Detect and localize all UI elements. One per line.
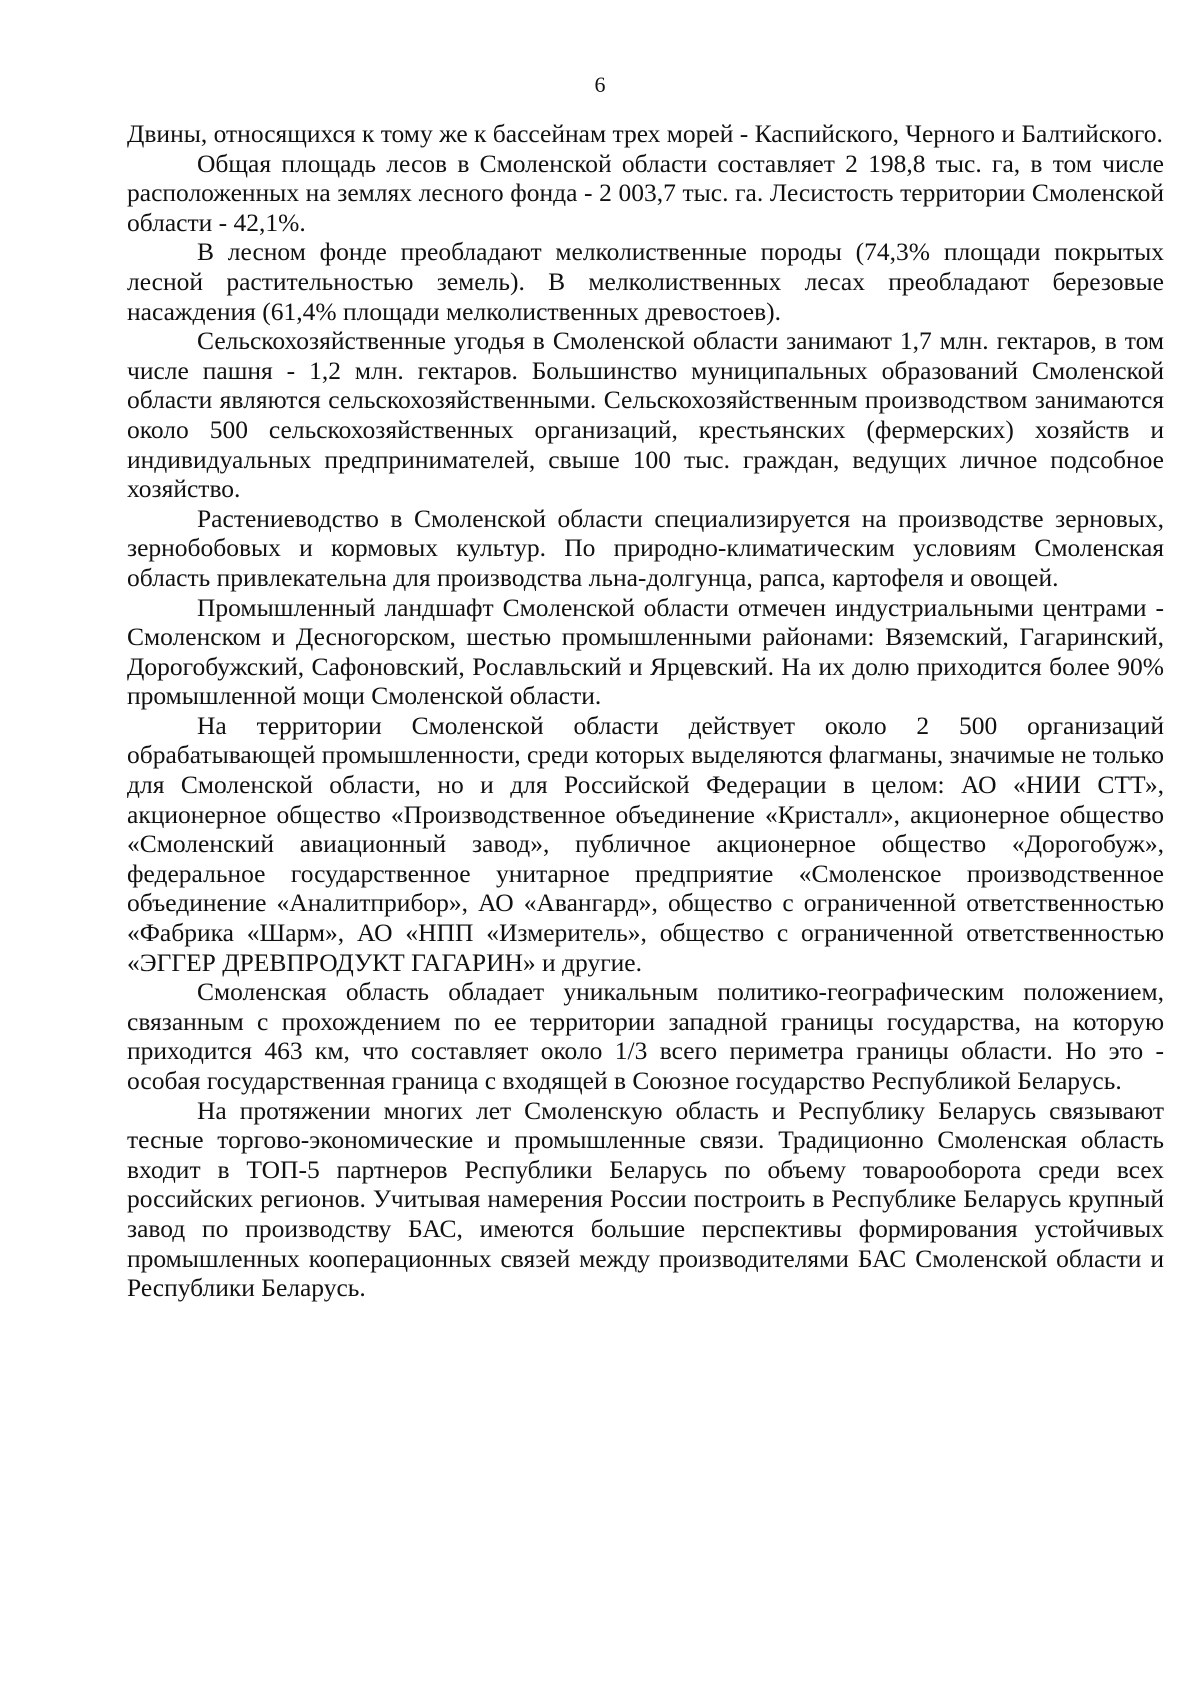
paragraph-industrial-landscape: Промышленный ландшафт Смоленской области отмечен индустриальными центрами - Смоленском и Десногорском, шестью промышленными районами: Вяземский, Гагаринский, Дорогобужский, Сафоновский, Рославльский и Ярцевский. На их долю приходится более 90% промышленной мощи Смоленской области. — [127, 592, 1164, 711]
paragraph-geopolitical-position: Смоленская область обладает уникальным политико-географическим положением, связанным с прохождением по ее территории западной границы государства, на которую приходится 463 км, что составляет около 1/3 всего периметра границы области. Но это - особая государственная граница с входящей в Союзное государство Республикой Беларусь. — [127, 977, 1164, 1095]
paragraph-manufacturing: На территории Смоленской области действует около 2 500 организаций обрабатывающей промышленности, среди которых выделяются флагманы, значимые не только для Смоленской области, но и для Российской Федерации в целом: АО «НИИ СТТ», акционерное общество «Производственное объединение «Кристалл», акционерное общество «Смоленский авиационный завод», публичное акционерное общество «Дорогобуж», федеральное государственное унитарное предприятие «Смоленское производственное объединение «Аналитприбор», АО «Авангард», общество с ограниченной ответственностью «Фабрика «Шарм», АО «НПП «Измеритель», общество с ограниченной ответственностью «ЭГГЕР ДРЕВПРОДУКТ ГАГАРИН» и другие. — [127, 710, 1164, 977]
paragraph-forest-fund: В лесном фонде преобладают мелколиственные породы (74,3% площади покрытых лесной растительностью земель). В мелколиственных лесах преобладают березовые насаждения (61,4% площади мелколиственных древостоев). — [127, 237, 1164, 326]
paragraph-forests: Общая площадь лесов в Смоленской области составляет 2 198,8 тыс. га, в том числе расположенных на землях лесного фонда - 2 003,7 тыс. га. Лесистость территории Смоленской области - 42,1%. — [127, 148, 1164, 237]
paragraph-continuation: Двины, относящихся к тому же к бассейнам трех морей - Каспийского, Черного и Балтийского. — [127, 119, 1163, 148]
paragraph-belarus-ties: На протяжении многих лет Смоленскую область и Республику Беларусь связывают тесные торгово-экономические и промышленные связи. Традиционно Смоленская область входит в ТОП-5 партнеров Республики Беларусь по объему товарооборота среди всех российских регионов. Учитывая намерения России построить в Республике Беларусь крупный завод по производству БАС, имеются большие перспективы формирования устойчивых промышленных кооперационных связей между производителями БАС Смоленской области и Республики Беларусь. — [127, 1095, 1164, 1303]
paragraph-crop-production: Растениеводство в Смоленской области специализируется на производстве зерновых, зернобобовых и кормовых культур. По природно-климатическим условиям Смоленская область привлекательна для производства льна-долгунца, рапса, картофеля и овощей. — [127, 503, 1164, 592]
page-number: 6 — [594, 72, 606, 97]
body-text — [127, 119, 1164, 1303]
paragraph-agriculture: Сельскохозяйственные угодья в Смоленской области занимают 1,7 млн. гектаров, в том числе пашня - 1,2 млн. гектаров. Большинство муниципальных образований Смоленской области являются сельскохозяйственными. Сельскохозяйственным производством занимаются около 500 сельскохозяйственных организаций, крестьянских (фермерских) хозяйств и индивидуальных предпринимателей, свыше 100 тыс. граждан, ведущих личное подсобное хозяйство. — [127, 326, 1164, 504]
